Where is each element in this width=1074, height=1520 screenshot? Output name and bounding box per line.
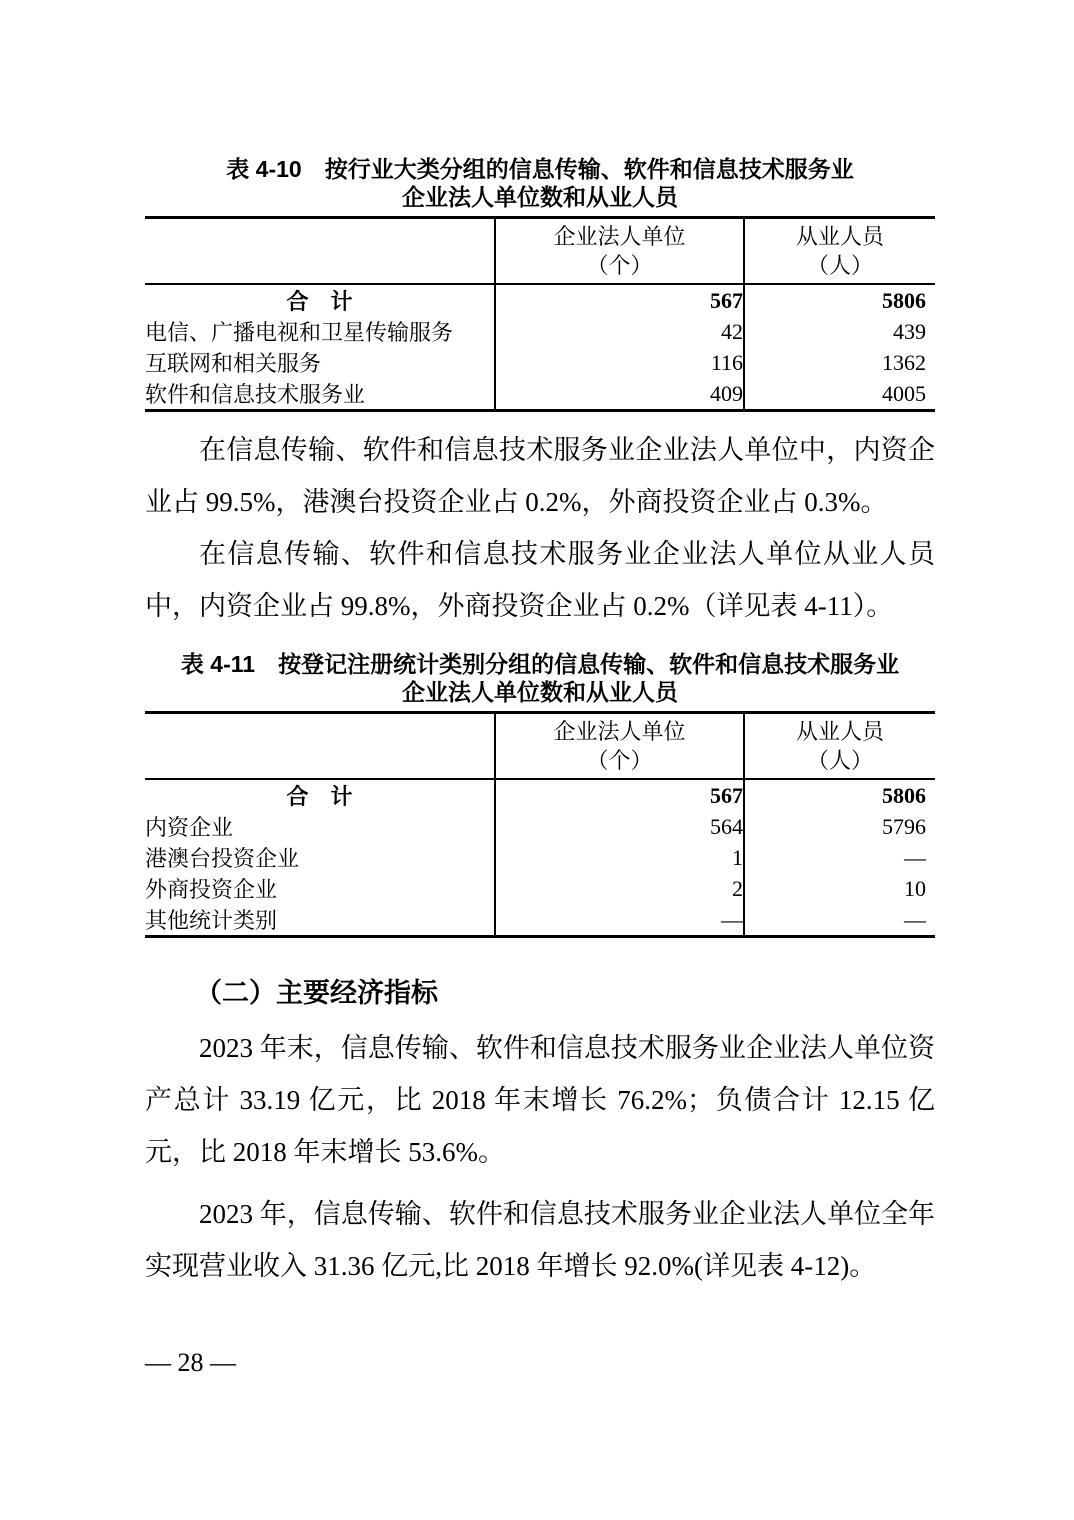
table-row-total	[145, 284, 935, 316]
table-4-11	[145, 711, 935, 938]
table-row	[145, 873, 935, 904]
table-row-total	[145, 779, 935, 811]
col-header-employees	[744, 713, 935, 780]
row-label-cell: 外商投资企业	[145, 877, 278, 902]
row-label-cell: 软件和信息技术服务业	[145, 382, 366, 407]
row-label-cell: 其他统计类别	[145, 908, 278, 933]
section-heading-economic-indicators: （二）主要经济指标	[195, 978, 438, 1008]
row-label-cell: 合 计	[286, 784, 353, 809]
table-row	[145, 842, 935, 873]
col-header-legal-units	[495, 713, 744, 780]
employees-value-cell: 5806	[744, 779, 935, 811]
table-row	[145, 316, 935, 347]
row-label-cell: 港澳台投资企业	[145, 846, 300, 871]
stub-header-cell	[145, 218, 495, 285]
row-label-cell: 内资企业	[145, 815, 234, 840]
units-value-cell: 409	[495, 378, 744, 411]
units-value-cell: 567	[495, 284, 744, 316]
col-header-employees-line2: （人）	[806, 748, 873, 773]
employees-value-cell: —	[744, 904, 935, 937]
units-value-cell: 2	[495, 873, 744, 904]
table-4-11-title	[145, 650, 935, 706]
page-content	[145, 155, 935, 1292]
col-header-employees-line2: （人）	[806, 253, 873, 278]
table-row	[145, 811, 935, 842]
table-4-10	[145, 216, 935, 412]
row-label-cell: 合 计	[286, 289, 353, 314]
table-4-10-title	[145, 155, 935, 211]
table-4-10-title-line1: 表 4-10 按行业大类分组的信息传输、软件和信息技术服务业	[226, 156, 854, 182]
paragraph-ownership-units: 在信息传输、软件和信息技术服务业企业法人单位中，内资企业占 99.5%，港澳台投资企业占 0.2%，外商投资企业占 0.3%。	[145, 435, 935, 517]
employees-value-cell: 1362	[744, 347, 935, 378]
units-value-cell: 564	[495, 811, 744, 842]
units-value-cell: 567	[495, 779, 744, 811]
paragraph-assets-liabilities: 2023 年末，信息传输、软件和信息技术服务业企业法人单位资产总计 33.19 亿元，比 2018 年末增长 76.2%；负债合计 12.15 亿元，比 2018 年末增长 53.6%。	[145, 1033, 935, 1167]
col-header-legal-units-line1: 企业法人单位	[553, 719, 686, 744]
col-header-legal-units-line2: （个）	[586, 748, 653, 773]
table-4-11-title-line2: 企业法人单位数和从业人员	[402, 679, 678, 705]
table-header-row	[145, 713, 935, 780]
col-header-legal-units-line1: 企业法人单位	[553, 224, 686, 249]
employees-value-cell: 439	[744, 316, 935, 347]
row-label-cell: 互联网和相关服务	[145, 351, 322, 376]
col-header-legal-units	[495, 218, 744, 285]
page-number: — 28 —	[145, 1348, 236, 1377]
row-label-cell: 电信、广播电视和卫星传输服务	[145, 320, 454, 345]
table-row	[145, 347, 935, 378]
employees-value-cell: 5796	[744, 811, 935, 842]
col-header-employees-line1: 从业人员	[795, 719, 884, 744]
table-4-10-title-line2: 企业法人单位数和从业人员	[402, 184, 678, 210]
col-header-employees-line1: 从业人员	[795, 224, 884, 249]
employees-value-cell: —	[744, 842, 935, 873]
employees-value-cell: 4005	[744, 378, 935, 411]
units-value-cell: 1	[495, 842, 744, 873]
employees-value-cell: 10	[744, 873, 935, 904]
stub-header-cell	[145, 713, 495, 780]
units-value-cell: 42	[495, 316, 744, 347]
paragraph-ownership-employees: 在信息传输、软件和信息技术服务业企业法人单位从业人员中，内资企业占 99.8%，外商投资企业占 0.2%（详见表 4-11）。	[145, 539, 935, 621]
employees-value-cell: 5806	[744, 284, 935, 316]
table-row	[145, 378, 935, 411]
col-header-employees	[744, 218, 935, 285]
units-value-cell: —	[495, 904, 744, 937]
col-header-legal-units-line2: （个）	[586, 253, 653, 278]
table-header-row	[145, 218, 935, 285]
table-4-11-title-line1: 表 4-11 按登记注册统计类别分组的信息传输、软件和信息技术服务业	[180, 651, 900, 677]
table-row	[145, 904, 935, 937]
units-value-cell: 116	[495, 347, 744, 378]
paragraph-operating-revenue: 2023 年，信息传输、软件和信息技术服务业企业法人单位全年实现营业收入 31.36 亿元,比 2018 年增长 92.0%(详见表 4-12)。	[145, 1199, 935, 1281]
